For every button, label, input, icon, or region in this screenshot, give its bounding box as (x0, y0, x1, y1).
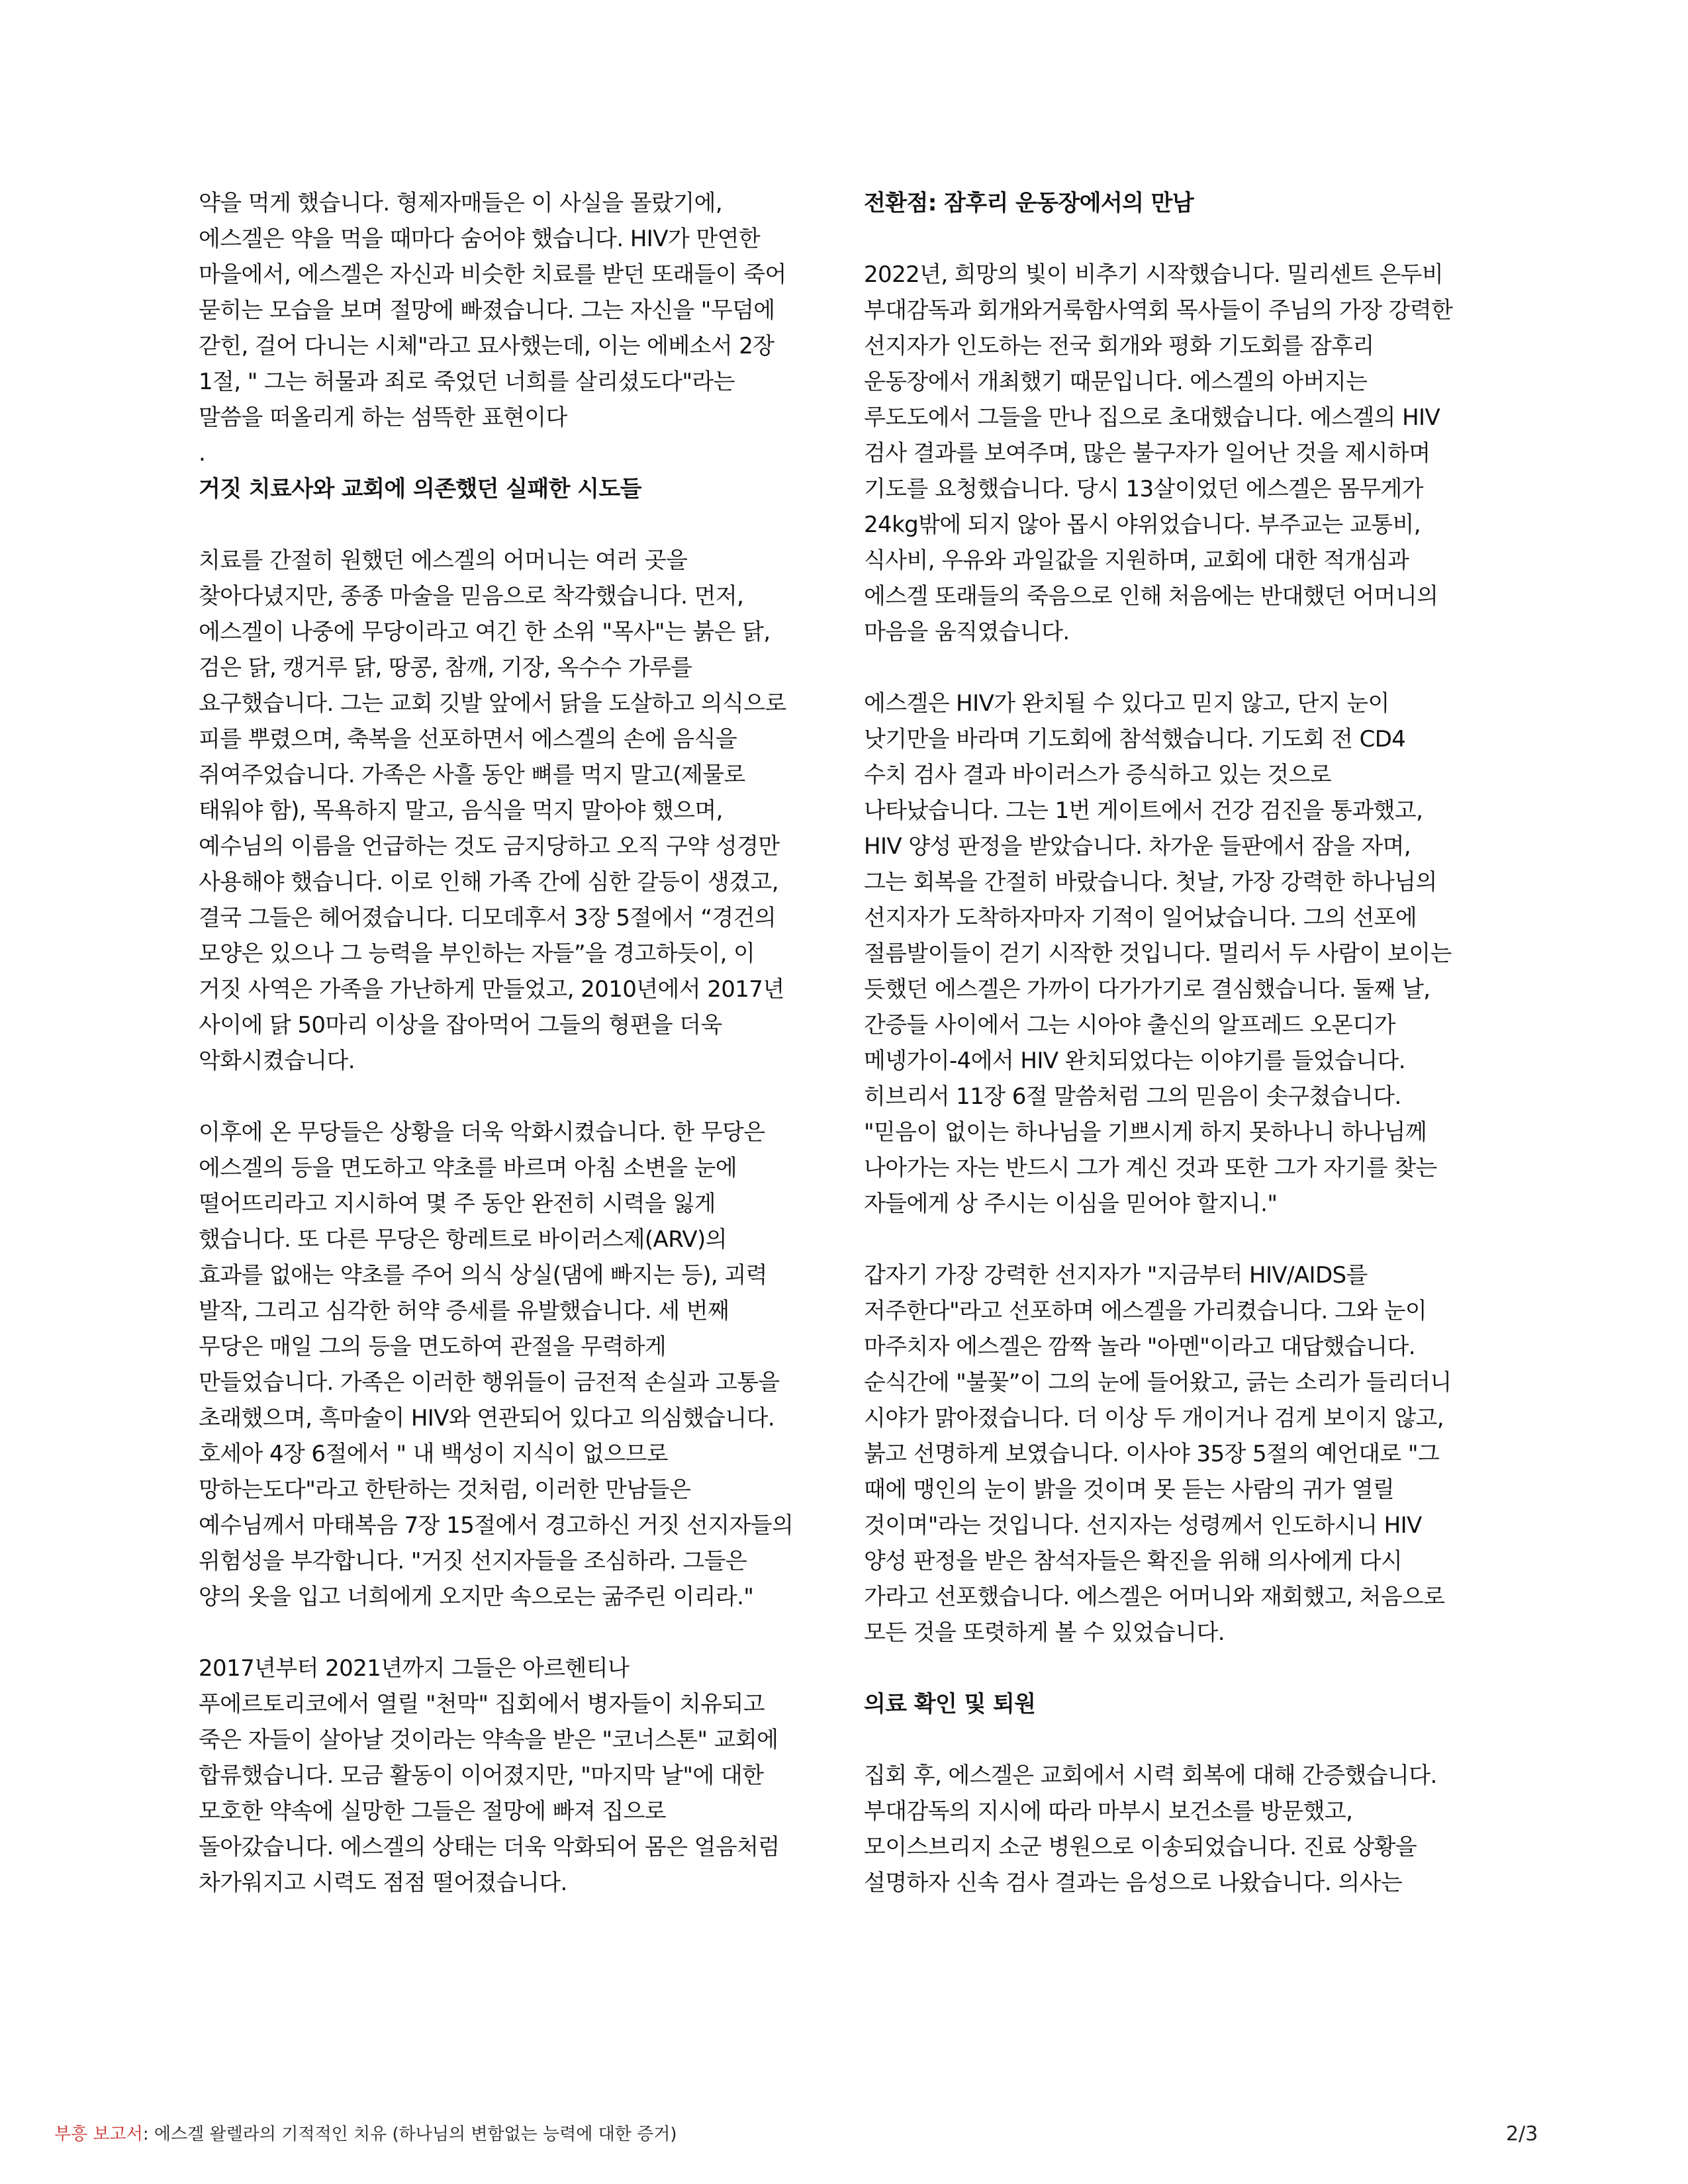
text-line: 무당은 매일 그의 등을 면도하여 관절을 무력하게 (199, 1334, 667, 1360)
text-line: 마음을 움직였습니다. (864, 619, 1070, 645)
text-line: 검사 결과를 보여주며, 많은 불구자가 일어난 것을 제시하며 (864, 440, 1430, 467)
paragraph-spacer (864, 1722, 1526, 1758)
text-line: 초래했으며, 흑마술이 HIV와 연관되어 있다고 의심했습니다. (199, 1405, 775, 1432)
paragraph-spacer (199, 507, 861, 543)
text-line: 거짓 사역은 가족을 가난하게 만들었고, 2010년에서 2017년 (199, 976, 784, 1003)
text-line: 운동장에서 개최했기 때문입니다. 에스겔의 아버지는 (864, 369, 1368, 395)
text-line: 부대감독과 회개와거룩함사역회 목사들이 주님의 가장 강력한 (864, 297, 1453, 324)
text-line: 1절, " 그는 허물과 죄로 죽었던 너희를 살리셨도다"라는 (199, 369, 735, 395)
text-line: 예수님께서 마태복음 7장 15절에서 경고하신 거짓 선지자들의 (199, 1512, 794, 1539)
text-line: 마을에서, 에스겔은 자신과 비슷한 치료를 받던 또래들이 죽어 (199, 261, 786, 288)
text-line: 죽은 자들이 살아날 것이라는 약속을 받은 "코너스톤" 교회에 (199, 1727, 778, 1753)
right-column (864, 185, 1526, 1901)
text-line: 에스겔이 나중에 무당이라고 여긴 한 소위 "목사"는 붉은 닭, (199, 619, 771, 645)
text-line: 요구했습니다. 그는 교회 깃발 앞에서 닭을 도살하고 의식으로 (199, 690, 786, 717)
text-line: 설명하자 신속 검사 결과는 음성으로 나왔습니다. 의사는 (864, 1870, 1403, 1896)
text-line: 했습니다. 또 다른 무당은 항레트로 바이러스제(ARV)의 (199, 1226, 727, 1253)
text-line: 듯했던 에스겔은 가까이 다가가기로 결심했습니다. 둘째 날, (864, 976, 1430, 1003)
text-line: 묻히는 모습을 보며 절망에 빠졌습니다. 그는 자신을 "무덤에 (199, 297, 775, 324)
text-line: 시야가 맑아졌습니다. 더 이상 두 개이거나 검게 보이지 않고, (864, 1405, 1444, 1432)
text-line: 푸에르토리코에서 열릴 "천막" 집회에서 병자들이 치유되고 (199, 1691, 765, 1717)
paragraph-spacer (864, 650, 1526, 686)
text-line: 24kg밖에 되지 않아 몹시 야위었습니다. 부주교는 교통비, (864, 512, 1421, 538)
text-line: 나아가는 자는 반드시 그가 계신 것과 또한 그가 자기를 찾는 (864, 1155, 1437, 1181)
text-line: 위험성을 부각합니다. "거짓 선지자들을 조심하라. 그들은 (199, 1548, 747, 1574)
text-line: 예수님의 이름을 언급하는 것도 금지당하고 오직 구약 성경만 (199, 833, 780, 860)
text-line: 만들었습니다. 가족은 이러한 행위들이 금전적 손실과 고통을 (199, 1369, 780, 1396)
text-line: 망하는도다"라고 한탄하는 것처럼, 이러한 만남들은 (199, 1477, 691, 1503)
text-line: 메넹가이-4에서 HIV 완치되었다는 이야기를 들었습니다. (864, 1048, 1405, 1074)
text-line: 간증들 사이에서 그는 시아야 출신의 알프레드 오몬디가 (864, 1012, 1395, 1038)
text-line: 떨어뜨리라고 지시하여 몇 주 동안 완전히 시력을 잃게 (199, 1191, 716, 1217)
text-line: 에스겔은 HIV가 완치될 수 있다고 믿지 않고, 단지 눈이 (864, 690, 1389, 717)
text-line: 쥐여주었습니다. 가족은 사흘 동안 뼈를 먹지 말고(제물로 (199, 762, 745, 788)
text-line: 때에 맹인의 눈이 밝을 것이며 못 듣는 사람의 귀가 열릴 (864, 1477, 1395, 1503)
text-line: 모호한 약속에 실망한 그들은 절망에 빠져 집으로 (199, 1798, 667, 1825)
text-line: 발작, 그리고 심각한 허약 증세를 유발했습니다. 세 번째 (199, 1298, 729, 1324)
text-line: 선지자가 인도하는 전국 회개와 평화 기도회를 잠후리 (864, 333, 1374, 359)
text-line: "믿음이 없이는 하나님을 기쁘시게 하지 못하나니 하나님께 (864, 1119, 1427, 1146)
text-line: 말씀을 떠올리게 하는 섬뜩한 표현이다 (199, 404, 567, 431)
text-line: 태워야 함), 목욕하지 말고, 음식을 먹지 말아야 했으며, (199, 797, 723, 824)
section-heading: 의료 확인 및 퇴원 (864, 1691, 1036, 1717)
text-line: 저주한다"라고 선포하며 에스겔을 가리켰습니다. 그와 눈이 (864, 1298, 1427, 1324)
footer-running-title (54, 2122, 677, 2146)
text-line: 부대감독의 지시에 따라 마부시 보건소를 방문했고, (864, 1798, 1353, 1825)
text-line: 것이며"라는 것입니다. 선지자는 성령께서 인도하시니 HIV (864, 1512, 1422, 1539)
text-line: 피를 뿌렸으며, 축복을 선포하면서 에스겔의 손에 음식을 (199, 726, 737, 752)
text-line: 히브리서 11장 6절 말씀처럼 그의 믿음이 솟구쳤습니다. (864, 1083, 1401, 1110)
text-line: 식사비, 우유와 과일값을 지원하며, 교회에 대한 적개심과 (864, 547, 1409, 574)
text-line: 나타났습니다. 그는 1번 게이트에서 건강 검진을 통과했고, (864, 797, 1423, 824)
text-line: 합류했습니다. 모금 활동이 이어졌지만, "마지막 날"에 대한 (199, 1762, 764, 1789)
footer-report-label: 부흥 보고서 (54, 2124, 143, 2144)
text-line: 낫기만을 바라며 기도회에 참석했습니다. 기도회 전 CD4 (864, 726, 1406, 752)
text-line: 호세아 4장 6절에서 " 내 백성이 지식이 없으므로 (199, 1441, 668, 1467)
section-heading: 전환점: 잠후리 운동장에서의 만남 (864, 190, 1194, 216)
text-line: 가라고 선포했습니다. 에스겔은 어머니와 재회했고, 처음으로 (864, 1584, 1445, 1610)
text-line: 약을 먹게 했습니다. 형제자매들은 이 사실을 몰랐기에, (199, 190, 723, 216)
text-line: 결국 그들은 헤어졌습니다. 디모데후서 3장 5절에서 “경건의 (199, 905, 776, 931)
text-line: 에스겔의 등을 면도하고 약초를 바르며 아침 소변을 눈에 (199, 1155, 737, 1181)
text-line: 기도를 요청했습니다. 당시 13살이었던 에스겔은 몸무게가 (864, 476, 1423, 502)
text-line: 절름발이들이 걷기 시작한 것입니다. 멀리서 두 사람이 보이는 (864, 940, 1452, 967)
text-line: 악화시켰습니다. (199, 1048, 355, 1074)
text-line: 2017년부터 2021년까지 그들은 아르헨티나 (199, 1655, 630, 1682)
text-line: 차가워지고 시력도 점점 떨어졌습니다. (199, 1870, 567, 1896)
text-line: 사용해야 했습니다. 이로 인해 가족 간에 심한 갈등이 생겼고, (199, 869, 778, 895)
text-line: HIV 양성 판정을 받았습니다. 차가운 들판에서 잠을 자며, (864, 833, 1411, 860)
text-line: 모든 것을 또렷하게 볼 수 있었습니다. (864, 1619, 1225, 1646)
text-line: 자들에게 상 주시는 이심을 믿어야 할지니." (864, 1191, 1278, 1217)
text-line: 집회 후, 에스겔은 교회에서 시력 회복에 대해 간증했습니다. (864, 1762, 1437, 1789)
paragraph-spacer (864, 221, 1526, 257)
text-line: 이후에 온 무당들은 상황을 더욱 악화시켰습니다. 한 무당은 (199, 1119, 765, 1146)
text-line: 에스겔 또래들의 죽음으로 인해 처음에는 반대했던 어머니의 (864, 583, 1438, 610)
text-line: 돌아갔습니다. 에스겔의 상태는 더욱 악화되어 몸은 얼음처럼 (199, 1834, 780, 1860)
text-line: 그는 회복을 간절히 바랐습니다. 첫날, 가장 강력한 하나님의 (864, 869, 1437, 895)
text-line: 2022년, 희망의 빛이 비추기 시작했습니다. 밀리센트 은두비 (864, 261, 1444, 288)
text-line: 모양은 있으나 그 능력을 부인하는 자들”을 경고하듯이, 이 (199, 940, 755, 967)
paragraph-spacer (199, 1615, 861, 1651)
text-line: 마주치자 에스겔은 깜짝 놀라 "아멘"이라고 대답했습니다. (864, 1334, 1415, 1360)
text-line: 사이에 닭 50마리 이상을 잡아먹어 그들의 형편을 더욱 (199, 1012, 722, 1038)
text-line: 순식간에 "불꽃”이 그의 눈에 들어왔고, 긁는 소리가 들리더니 (864, 1369, 1452, 1396)
left-column (199, 185, 861, 1901)
paragraph-spacer (864, 1651, 1526, 1686)
text-line: 선지자가 도착하자마자 기적이 일어났습니다. 그의 선포에 (864, 905, 1417, 931)
text-line: . (199, 440, 206, 467)
text-line: 수치 검사 결과 바이러스가 증식하고 있는 것으로 (864, 762, 1332, 788)
paragraph-spacer (199, 1079, 861, 1115)
paragraph-spacer (864, 1222, 1526, 1257)
text-line: 붉고 선명하게 보였습니다. 이사야 35장 5절의 예언대로 "그 (864, 1441, 1440, 1467)
text-line: 모이스브리지 소군 병원으로 이송되었습니다. 진료 상황을 (864, 1834, 1417, 1860)
text-line: 찾아다녔지만, 종종 마술을 믿음으로 착각했습니다. 먼저, (199, 583, 744, 610)
text-line: 루도도에서 그들을 만나 집으로 초대했습니다. 에스겔의 HIV (864, 404, 1440, 431)
text-line: 양성 판정을 받은 참석자들은 확진을 위해 의사에게 다시 (864, 1548, 1403, 1574)
text-line: 검은 닭, 캥거루 닭, 땅콩, 참깨, 기장, 옥수수 가루를 (199, 655, 692, 681)
footer-report-title: : 에스겔 왈렐라의 기적적인 치유 (하나님의 변함없는 능력에 대한 증거) (142, 2124, 677, 2144)
text-line: 양의 옷을 입고 너희에게 오지만 속으로는 굶주린 이리라." (199, 1584, 754, 1610)
text-line: 치료를 간절히 원했던 에스겔의 어머니는 여러 곳을 (199, 547, 688, 574)
text-line: 갑자기 가장 강력한 선지자가 "지금부터 HIV/AIDS를 (864, 1262, 1368, 1289)
text-line: 효과를 없애는 약초를 주어 의식 상실(댐에 빠지는 등), 괴력 (199, 1262, 767, 1289)
text-line: 에스겔은 약을 먹을 때마다 숨어야 했습니다. HIV가 만연한 (199, 226, 761, 252)
section-heading: 거짓 치료사와 교회에 의존했던 실패한 시도들 (199, 476, 641, 502)
text-line: 갇힌, 걸어 다니는 시체"라고 묘사했는데, 이는 에베소서 2장 (199, 333, 774, 359)
page-number: 2/3 (1506, 2122, 1538, 2146)
